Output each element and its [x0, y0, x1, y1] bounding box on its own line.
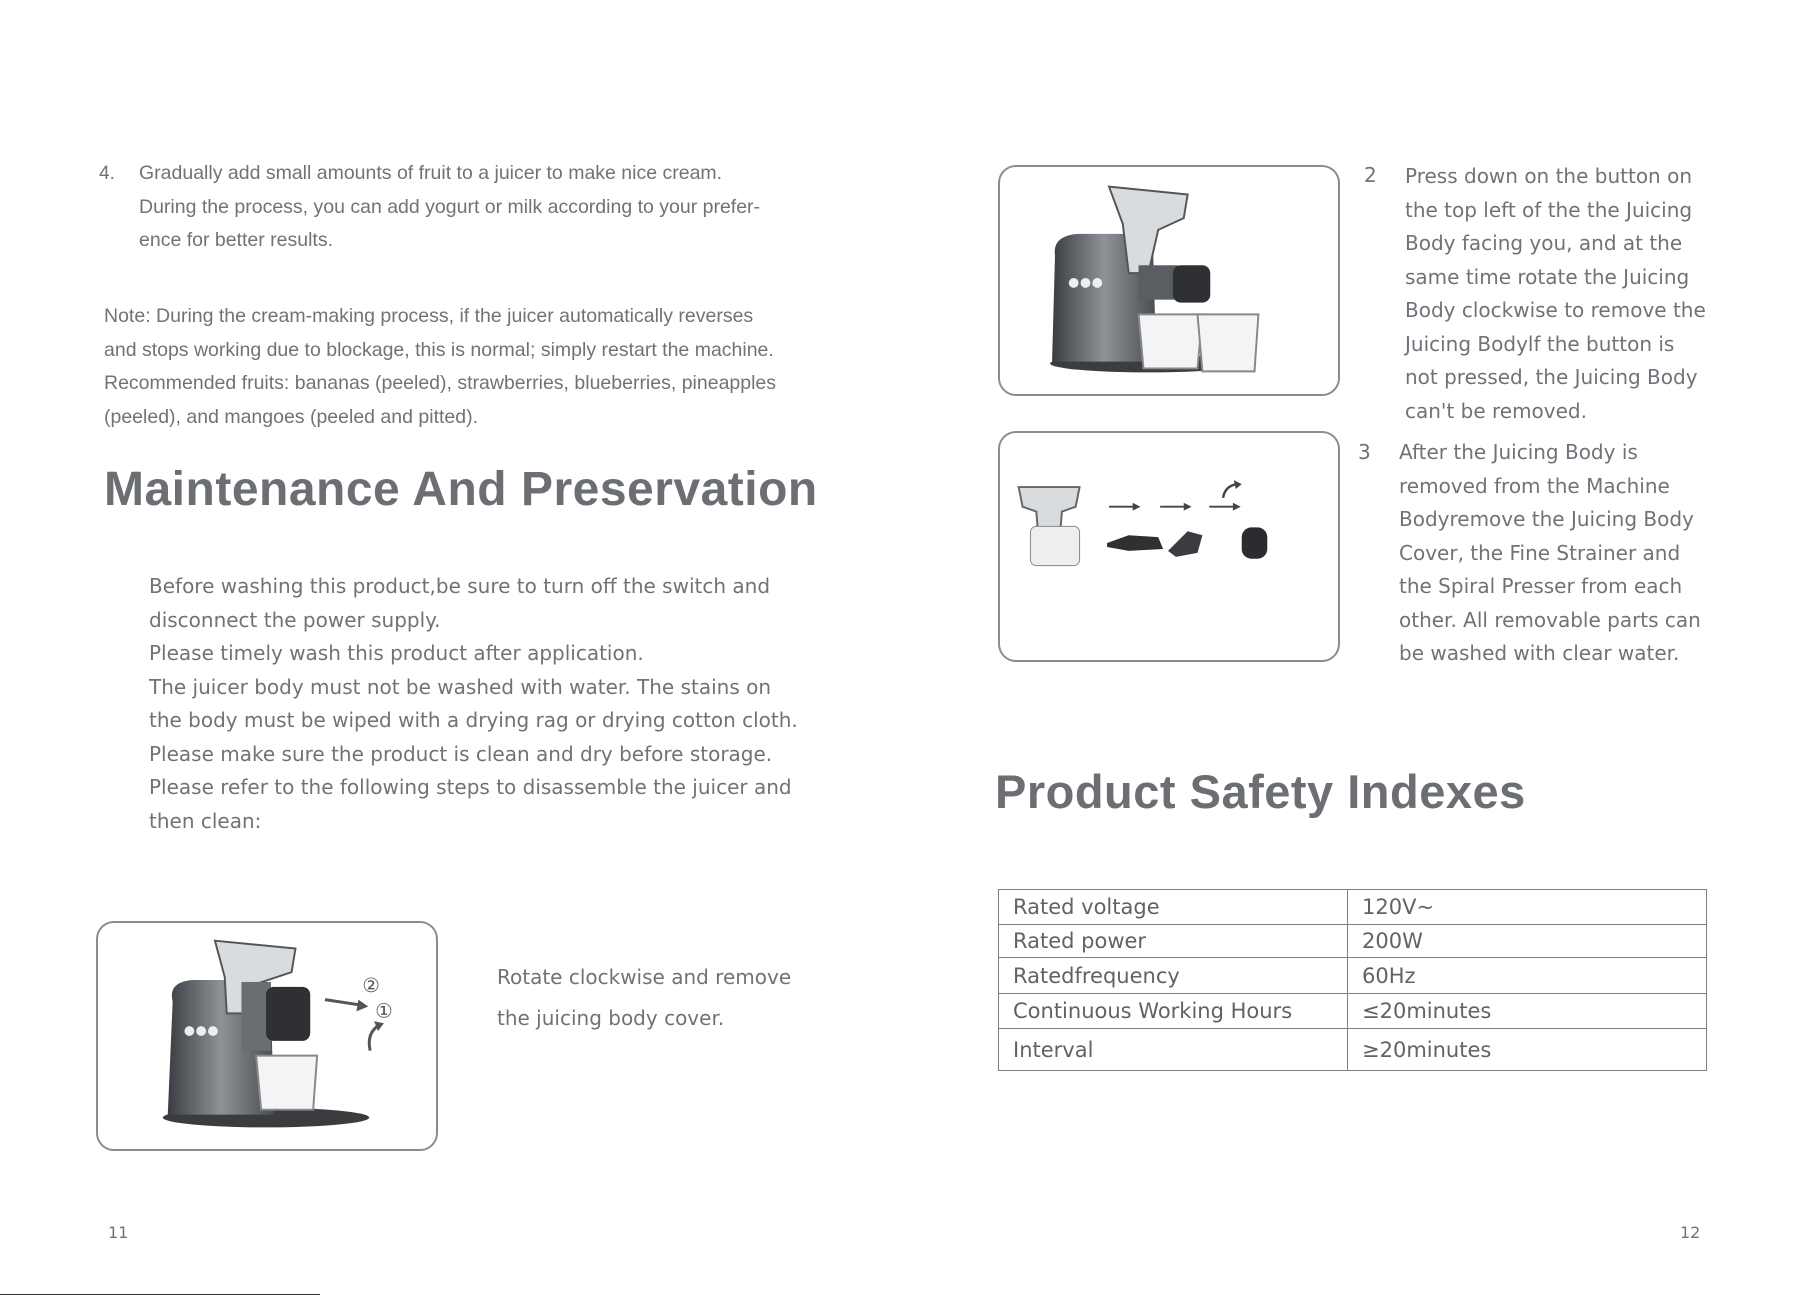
- note-line: and stops working due to blockage, this is normal; simply restart the machine.: [104, 338, 774, 361]
- bottom-rule: [0, 1294, 320, 1295]
- maintenance-line: Please timely wash this product after application.: [149, 641, 644, 665]
- step2-line: can't be removed.: [1405, 398, 1587, 423]
- maintenance-line: Before washing this product,be sure to turn off the switch and: [149, 574, 771, 598]
- step2-line: Body facing you, and at the: [1405, 231, 1683, 255]
- spec-value: 120V~: [1348, 890, 1707, 925]
- step1-line: the juicing body cover.: [497, 1006, 725, 1030]
- step4-number: 4.: [99, 163, 115, 184]
- maintenance-line: disconnect the power supply.: [149, 607, 441, 632]
- table-row: [999, 994, 1707, 1029]
- spec-label: Rated voltage: [999, 890, 1348, 925]
- step3-line: removed from the Machine: [1399, 473, 1670, 498]
- spec-label: Ratedfrequency: [999, 958, 1348, 994]
- figure1-label-2: ②: [362, 973, 380, 997]
- table-row: [999, 925, 1707, 958]
- step3-line: the Spiral Presser from each: [1399, 574, 1683, 598]
- step2-line: the top left of the the Juicing: [1405, 197, 1693, 222]
- step3-line: Bodyremove the Juicing Body: [1399, 507, 1694, 531]
- step3-line: After the Juicing Body is: [1399, 440, 1638, 464]
- maintenance-line: Please refer to the following steps to disassemble the juicer and: [149, 775, 792, 799]
- maintenance-line: The juicer body must not be washed with water. The stains on: [149, 674, 772, 699]
- step2-line: Press down on the button on: [1405, 164, 1693, 188]
- safety-title: Product Safety Indexes: [995, 765, 1526, 818]
- spec-value: 200W: [1348, 925, 1707, 958]
- step1-text: [497, 957, 791, 1039]
- step2-line: same time rotate the Juicing: [1405, 264, 1690, 289]
- step3-line: Cover, the Fine Strainer and: [1399, 540, 1681, 565]
- maintenance-title: Maintenance And Preservation: [104, 463, 818, 516]
- step4-text: [139, 157, 760, 258]
- step2-line: Juicing Bodylf the button is: [1405, 331, 1675, 356]
- note-line: Recommended fruits: bananas (peeled), strawberries, blueberries, pineapples: [104, 372, 777, 394]
- page-number-right: 12: [1680, 1223, 1701, 1242]
- spec-label: Continuous Working Hours: [999, 994, 1348, 1029]
- step2-line: not pressed, the Juicing Body: [1405, 365, 1698, 389]
- figure-rotate-cover: [96, 921, 438, 1151]
- maintenance-paragraph: [149, 570, 798, 838]
- table-row: [999, 1029, 1707, 1071]
- spec-label: Interval: [999, 1029, 1348, 1071]
- step3-line: other. All removable parts can: [1399, 607, 1701, 632]
- parts-illustration: [1000, 433, 1338, 660]
- figure-disassembled-parts: [998, 431, 1340, 662]
- step1-line: Rotate clockwise and remove: [497, 965, 792, 989]
- step4-line: ence for better results.: [139, 229, 334, 251]
- step3-number: 3: [1358, 440, 1371, 464]
- note-line: Note: During the cream-making process, if the juicer automatically reverses: [104, 305, 754, 327]
- step3-text: [1399, 436, 1701, 671]
- note-line: (peeled), and mangoes (peeled and pitted).: [104, 405, 479, 428]
- spec-table: [998, 889, 1707, 1071]
- table-row: [999, 890, 1707, 925]
- page-number-left: 11: [108, 1223, 129, 1242]
- note-paragraph: [104, 300, 776, 434]
- maintenance-line: the body must be wiped with a drying rag or drying cotton cloth.: [149, 708, 798, 732]
- spec-value: ≥20minutes: [1348, 1029, 1707, 1071]
- maintenance-line: then clean:: [149, 808, 262, 833]
- spec-label: Rated power: [999, 925, 1348, 958]
- juicer-illustration: [1000, 167, 1338, 394]
- step2-line: Body clockwise to remove the: [1405, 298, 1706, 322]
- spec-value: ≤20minutes: [1348, 994, 1707, 1029]
- figure1-label-1: ①: [375, 999, 393, 1023]
- juicer-illustration: [98, 923, 436, 1149]
- step3-line: be washed with clear water.: [1399, 641, 1680, 665]
- step4-line: Gradually add small amounts of fruit to a juicer to make nice cream.: [139, 162, 723, 184]
- figure-remove-juicing-body: [998, 165, 1340, 396]
- step2-number: 2: [1364, 163, 1377, 187]
- step2-text: [1405, 160, 1706, 428]
- step4-line: During the process, you can add yogurt or milk according to your prefer-: [139, 195, 761, 218]
- maintenance-line: Please make sure the product is clean and dry before storage.: [149, 741, 773, 766]
- spec-value: 60Hz: [1348, 958, 1707, 994]
- table-row: [999, 958, 1707, 994]
